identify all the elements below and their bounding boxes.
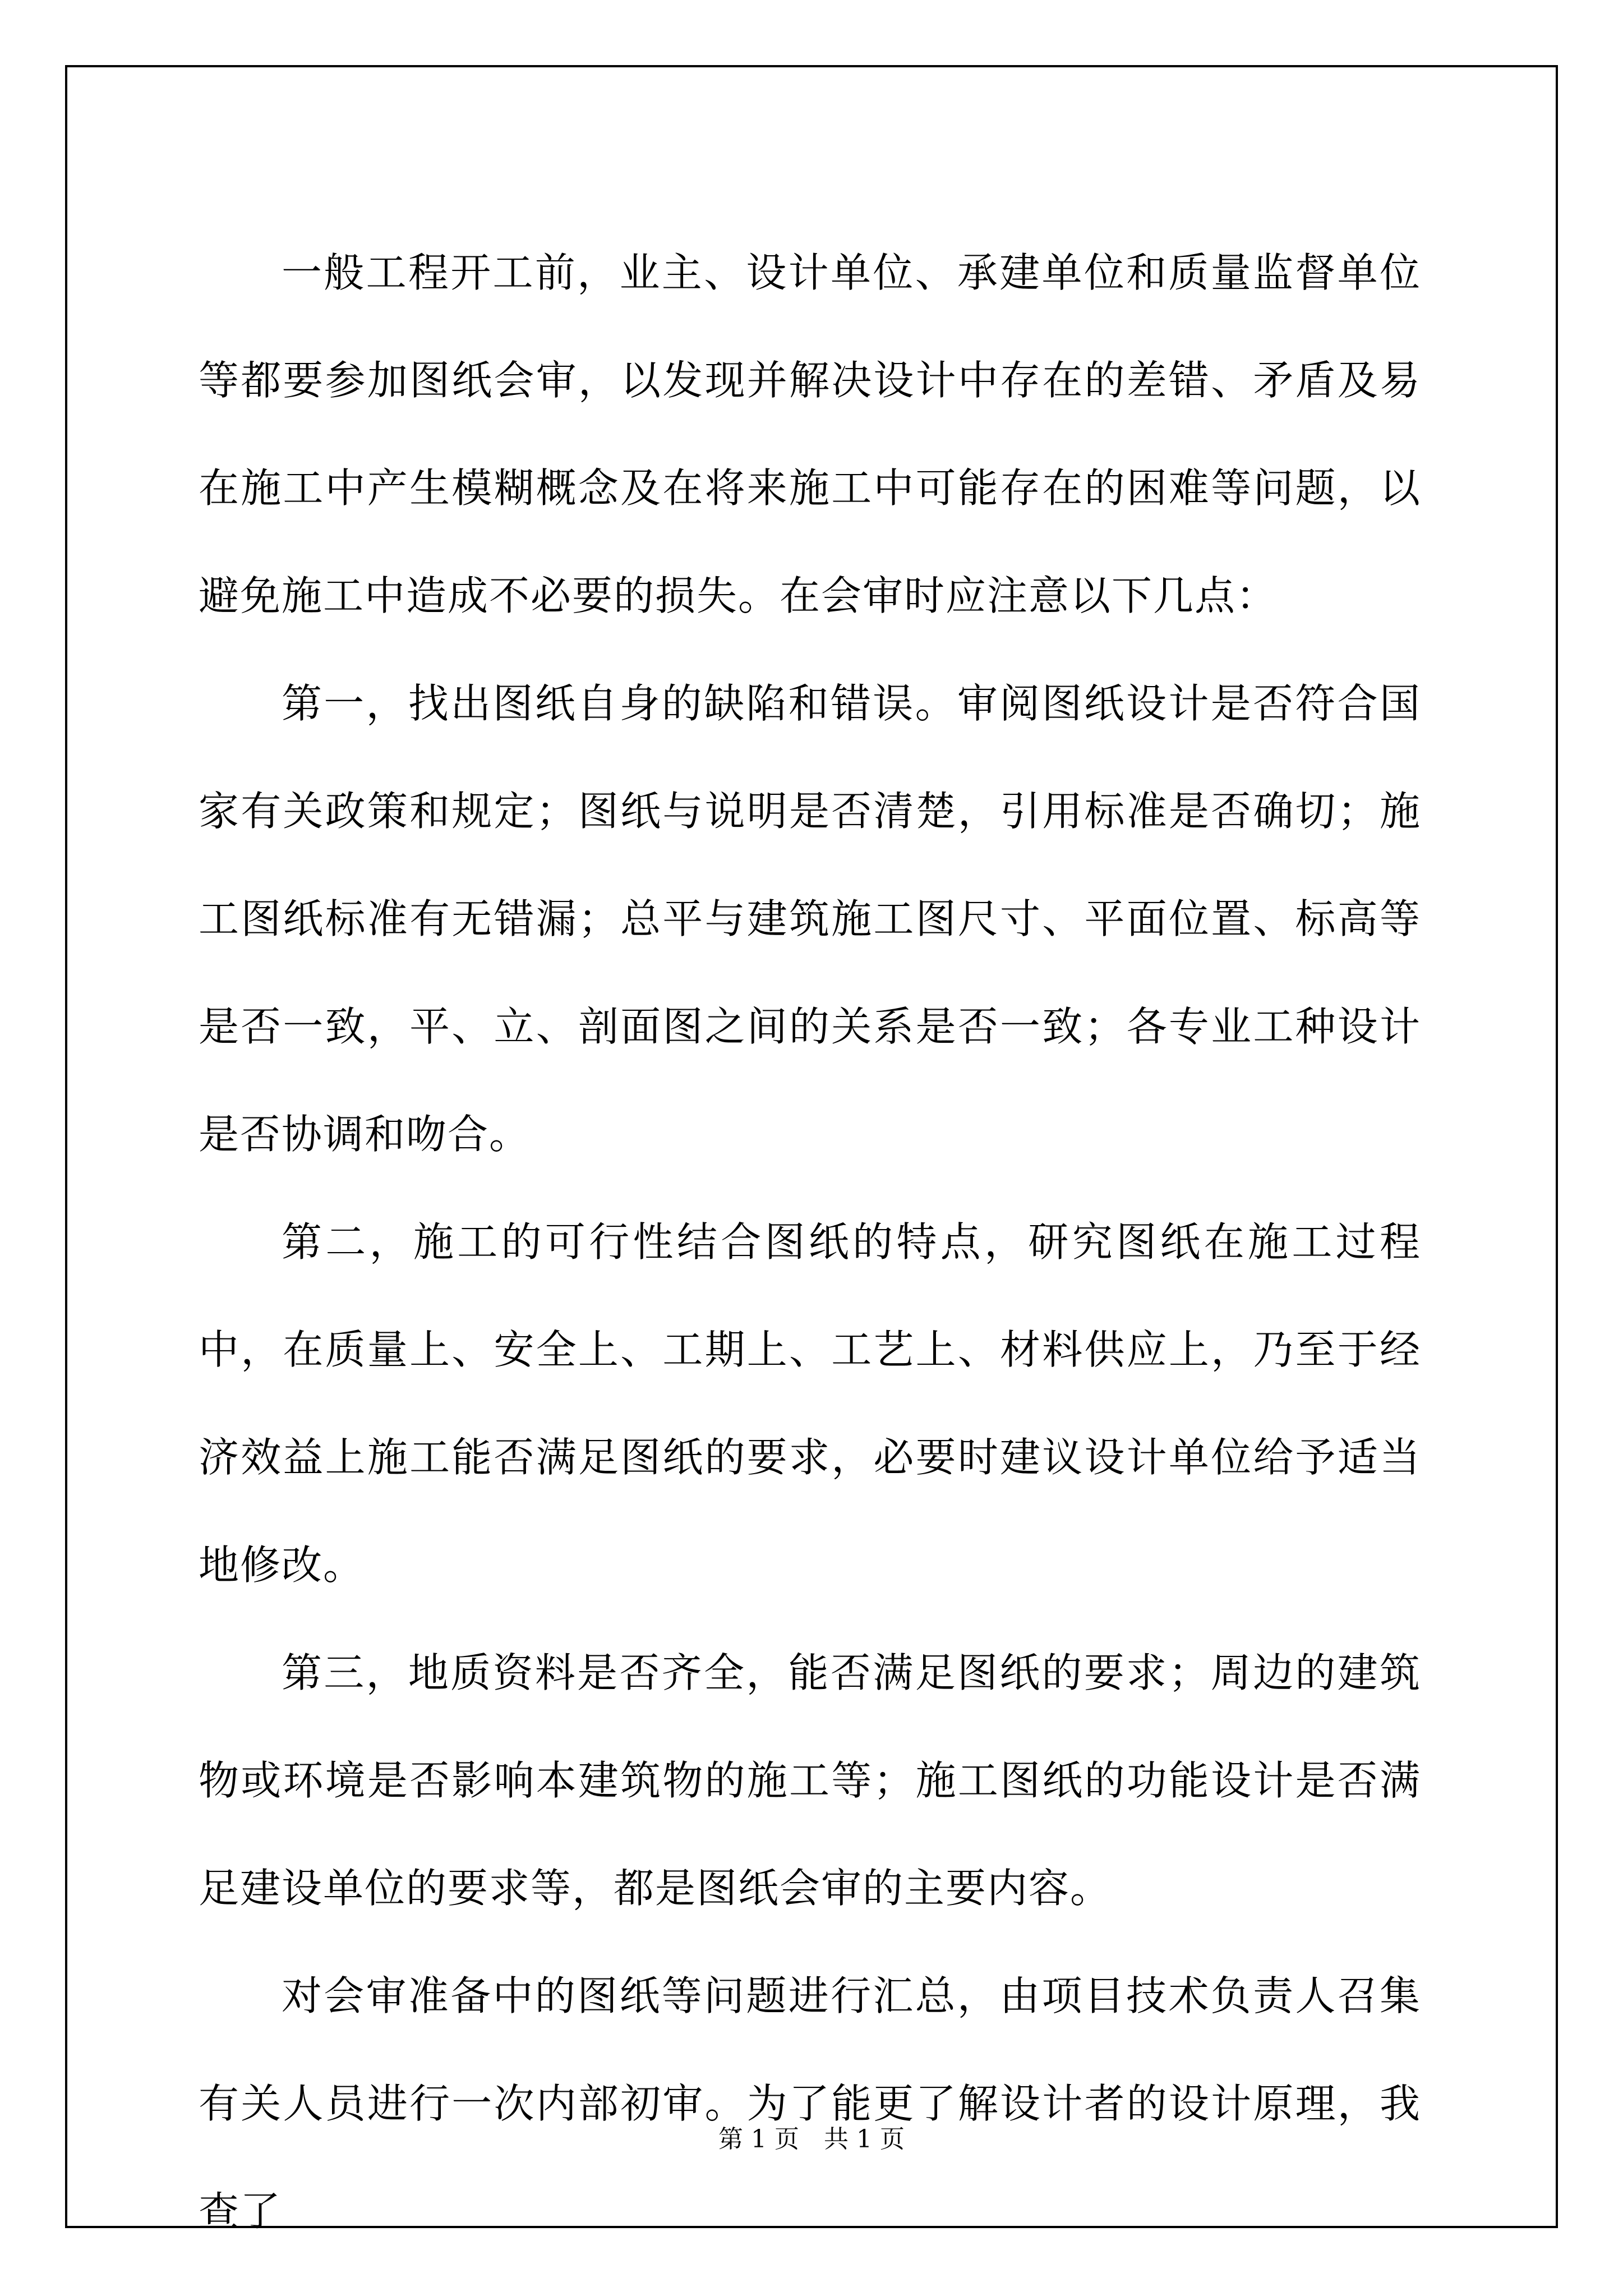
page-number: 第 1 页 共 1 页 [718,2125,905,2154]
document-body [199,219,1421,2265]
paragraph-summary: 对会审准备中的图纸等问题进行汇总，由项目技术负责人召集有关人员进行一次内部初审。为了能更了解设计者的设计原理，我查了 [199,1972,1421,2235]
paragraph-intro: 一般工程开工前，业主、设计单位、承建单位和质量监督单位等都要参加图纸会审，以发现并解决设计中存在的差错、矛盾及易在施工中产生模糊概念及在将来施工中可能存在的困难等问题，以避免施工中造成不必要的损失。在会审时应注意以下几点： [199,249,1421,619]
paragraph-point-one: 第一，找出图纸自身的缺陷和错误。审阅图纸设计是否符合国家有关政策和规定；图纸与说明是否清楚，引用标准是否确切；施工图纸标准有无错漏；总平与建筑施工图尺寸、平面位置、标高等是否一致，平、立、剖面图之间的关系是否一致；各专业工种设计是否协调和吻合。 [199,680,1421,1158]
paragraph-point-two: 第二，施工的可行性结合图纸的特点，研究图纸在施工过程中，在质量上、安全上、工期上、工艺上、材料供应上，乃至于经济效益上施工能否满足图纸的要求，必要时建议设计单位给予适当地修改。 [199,1218,1421,1589]
paragraph-point-three: 第三，地质资料是否齐全，能否满足图纸的要求；周边的建筑物或环境是否影响本建筑物的施工等；施工图纸的功能设计是否满足建设单位的要求等，都是图纸会审的主要内容。 [199,1649,1421,1912]
